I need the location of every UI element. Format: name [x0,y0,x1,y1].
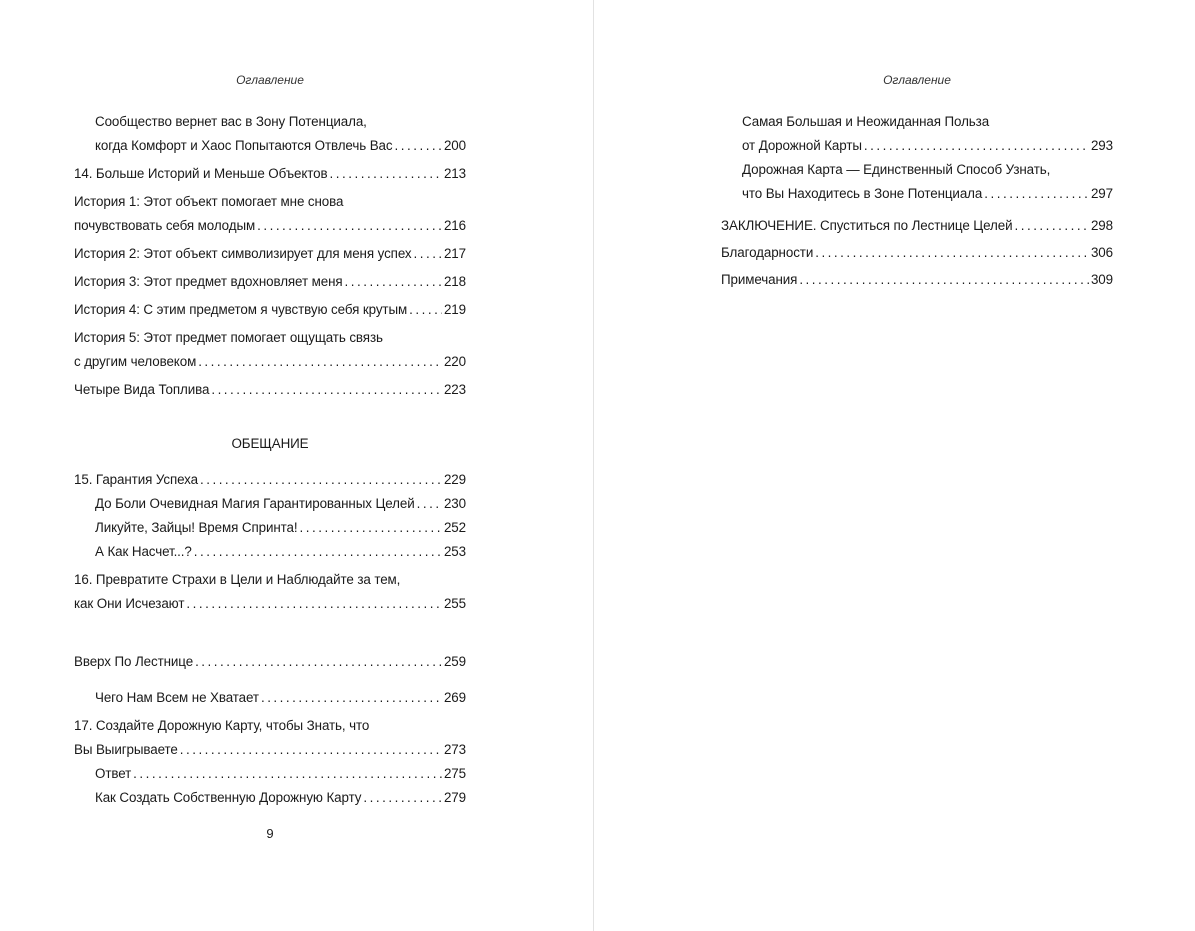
toc-entry[interactable] [74,492,466,516]
left-page [0,0,593,931]
toc-entry[interactable] [74,686,466,710]
toc-entry-title: Вы Выигрываете [74,742,178,757]
toc-entry-title: что Вы Находитесь в Зоне Потенциала [742,186,983,201]
toc-entry-title: от Дорожной Карты [742,138,862,153]
toc-entry-title: До Боли Очевидная Магия Гарантированных Целей [95,496,415,511]
leader-dots [330,162,442,186]
toc-page-number: 213 [443,166,466,181]
leader-dots [194,540,442,564]
leader-dots [180,738,442,762]
toc-page-number: 309 [1090,272,1113,287]
leader-dots [299,516,441,540]
right-page [594,0,1195,931]
toc-entry-title: История 3: Этот предмет вдохновляет меня [74,274,343,289]
toc-entry[interactable] [721,110,1113,158]
toc-page-number: 293 [1090,138,1113,153]
toc-entry[interactable] [721,214,1113,238]
toc-entry[interactable] [74,326,466,374]
toc-entry[interactable] [74,786,466,810]
toc-entry[interactable] [74,242,466,266]
toc-entry[interactable] [74,270,466,294]
toc-page-number: 298 [1090,218,1113,233]
page-number: 9 [266,826,274,841]
leader-dots [261,686,442,710]
toc-entry[interactable] [74,162,466,186]
spacer [74,678,466,686]
toc-entry[interactable] [74,762,466,786]
running-head: Оглавление [883,73,951,87]
toc-entry-title: Вверх По Лестнице [74,654,194,669]
toc-page-number: 279 [443,790,466,805]
leader-dots [984,182,1089,206]
leader-dots [1014,214,1088,238]
leader-dots [200,468,442,492]
toc-entry-title: История 2: Этот объект символизирует для меня успех [74,246,412,261]
toc-entry-title: ЗАКЛЮЧЕНИЕ. Спуститься по Лестнице Целей [721,218,1013,233]
table-of-contents [74,110,466,810]
toc-entry[interactable] [74,540,466,564]
toc-page-number: 223 [443,382,466,397]
leader-dots [799,268,1089,292]
leader-dots [363,786,442,810]
toc-entry[interactable] [74,568,466,616]
leader-dots [198,350,442,374]
toc-entry[interactable] [721,158,1113,206]
toc-entry-title: Дорожная Карта — Единственный Способ Узнать, [742,162,1051,177]
toc-entry-title: как Они Исчезают [74,596,185,611]
leader-dots [413,242,441,266]
toc-page-number: 252 [443,520,466,535]
leader-dots [195,650,442,674]
toc-page-number: 200 [443,138,466,153]
toc-page-number: 229 [443,472,466,487]
toc-entry-title: А Как Насчет...? [95,544,192,559]
spacer [74,620,466,650]
leader-dots [417,492,442,516]
leader-dots [133,762,442,786]
toc-page-number: 273 [443,742,466,757]
toc-entry-title: с другим человеком [74,354,197,369]
toc-entry-title: Благодарности [721,245,814,260]
toc-entry-title: Самая Большая и Неожиданная Польза [742,114,990,129]
toc-page-number: 253 [443,544,466,559]
toc-entry[interactable] [74,650,466,674]
leader-dots [409,298,442,322]
toc-entry-title: Как Создать Собственную Дорожную Карту [95,790,362,805]
toc-entry[interactable] [74,298,466,322]
toc-entry-title: Четыре Вида Топлива [74,382,210,397]
toc-page-number: 219 [443,302,466,317]
toc-page-number: 217 [443,246,466,261]
leader-dots [257,214,442,238]
toc-page-number: 306 [1090,245,1113,260]
toc-entry-title: 14. Больше Историй и Меньше Объектов [74,166,328,181]
toc-page-number: 259 [443,654,466,669]
toc-entry-title: Ликуйте, Зайцы! Время Спринта! [95,520,298,535]
toc-entry-title: 15. Гарантия Успеха [74,472,198,487]
leader-dots [345,270,442,294]
toc-page-number: 269 [443,690,466,705]
toc-entry[interactable] [74,110,466,158]
toc-entry-title: История 4: С этим предметом я чувствую себя крутым [74,302,408,317]
toc-entry[interactable] [74,378,466,402]
toc-page-number: 255 [443,596,466,611]
toc-entry[interactable] [74,190,466,238]
toc-page-number: 220 [443,354,466,369]
toc-entry[interactable] [74,516,466,540]
toc-entry-title: Сообщество вернет вас в Зону Потенциала, [95,114,367,129]
running-head: Оглавление [236,73,304,87]
leader-dots [394,134,441,158]
leader-dots [864,134,1089,158]
toc-entry[interactable] [721,241,1113,265]
toc-entry-title: Ответ [95,766,132,781]
toc-page-number: 297 [1090,186,1113,201]
leader-dots [186,592,442,616]
toc-entry-title: 16. Превратите Страхи в Цели и Наблюдайте за тем, [74,572,401,587]
table-of-contents [721,110,1113,292]
toc-entry-title: История 5: Этот предмет помогает ощущать связь [74,330,383,345]
toc-entry-title: Примечания [721,272,798,287]
toc-page-number: 218 [443,274,466,289]
toc-entry-title: почувствовать себя молодым [74,218,256,233]
toc-entry-title: Чего Нам Всем не Хватает [95,690,259,705]
leader-dots [815,241,1089,265]
toc-entry-title: История 1: Этот объект помогает мне снова [74,194,344,209]
section-title: ОБЕЩАНИЕ [231,436,309,451]
leader-dots [211,378,442,402]
toc-entry-title: 17. Создайте Дорожную Карту, чтобы Знать, что [74,718,370,733]
toc-page-number: 216 [443,218,466,233]
toc-entry[interactable] [74,468,466,492]
toc-entry[interactable] [74,714,466,762]
toc-page-number: 275 [443,766,466,781]
toc-entry-title: когда Комфорт и Хаос Попытаются Отвлечь Вас [95,138,393,153]
toc-page-number: 230 [443,496,466,511]
toc-entry[interactable] [721,268,1113,292]
